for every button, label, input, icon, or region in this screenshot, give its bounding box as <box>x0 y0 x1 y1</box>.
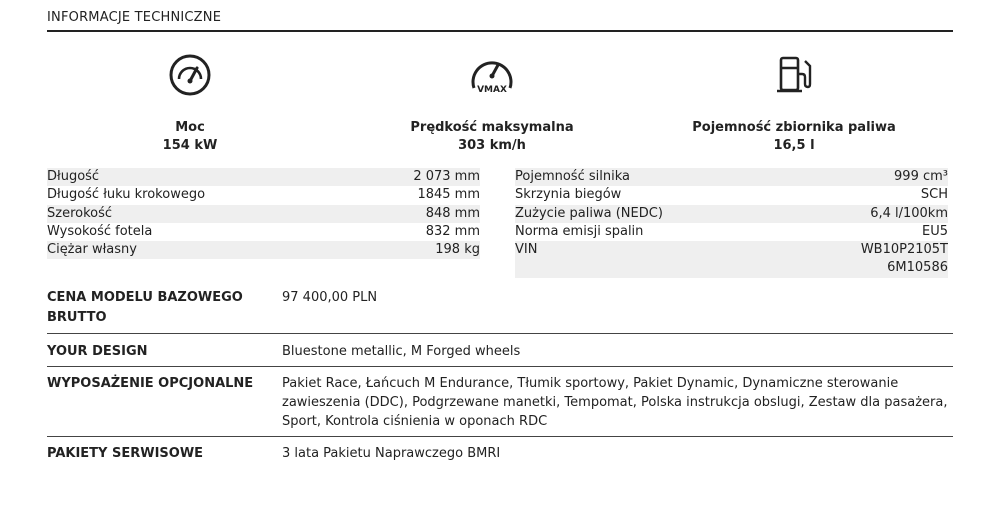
section-title: INFORMACJE TECHNICZNE <box>47 10 222 25</box>
spec-value: 2 073 mm <box>413 169 480 184</box>
speedometer-icon <box>40 52 340 98</box>
info-row-base-price <box>47 288 953 328</box>
kpi-value: 154 kW <box>162 138 218 153</box>
info-row-optional-equipment <box>47 374 953 431</box>
spec-row-vin <box>515 241 948 278</box>
spec-label: Ciężar własny <box>47 242 137 258</box>
spec-label: Wysokość fotela <box>47 223 153 239</box>
specs-right-table <box>515 168 948 278</box>
specs-left-table <box>47 168 480 259</box>
spec-label: Długość <box>47 169 100 184</box>
spec-row <box>47 186 480 204</box>
kpi-fuel-tank <box>644 52 944 153</box>
spec-value-vin: WB10P2105T6M10586 <box>860 242 948 276</box>
kpi-label: Pojemność zbiornika paliwa <box>692 120 896 135</box>
kpi-label: Moc <box>175 120 205 135</box>
spec-value: EU5 <box>922 223 948 239</box>
spec-label: Norma emisji spalin <box>515 223 644 239</box>
spec-label: Skrzynia biegów <box>515 187 622 203</box>
spec-row <box>47 168 480 186</box>
spec-value: 832 mm <box>425 223 480 239</box>
info-label: WYPOSAŻENIE OPCJONALNE <box>47 376 254 391</box>
info-row-your-design <box>47 342 953 362</box>
row-divider <box>47 333 953 334</box>
spec-value: 198 kg <box>435 242 480 258</box>
spec-row <box>515 186 948 204</box>
fuel-pump-icon <box>644 52 944 98</box>
spec-row <box>515 205 948 223</box>
info-value: Pakiet Race, Łańcuch M Endurance, Tłumik sportowy, Pakiet Dynamic, Dynamiczne sterowanie zawieszenia (DDC), Podgrzewane manetki, Tempomat, Polska instrukcja obslugi, Zestaw dla pasażera, Sport, Kontrola ciśnienia w oponach RDC <box>282 376 948 429</box>
spec-label: Długość łuku krokowego <box>47 187 206 203</box>
info-row-service-packages <box>47 444 953 464</box>
spec-value: 1845 mm <box>417 187 480 203</box>
spec-value: 6,4 l/100km <box>870 205 948 221</box>
kpi-value: 303 km/h <box>458 138 526 153</box>
spec-row <box>515 168 948 186</box>
spec-label: Zużycie paliwa (NEDC) <box>515 205 663 221</box>
vmax-label: VMAX <box>477 85 507 95</box>
info-value: 97 400,00 PLN <box>282 290 378 305</box>
section-divider <box>47 30 953 32</box>
row-divider <box>47 436 953 437</box>
spec-row <box>47 223 480 241</box>
info-label: PAKIETY SERWISOWE <box>47 446 204 461</box>
kpi-power <box>40 52 340 153</box>
info-label: CENA MODELU BAZOWEGO BRUTTO <box>47 290 243 325</box>
spec-label: Pojemność silnika <box>515 169 630 184</box>
vmax-gauge-icon <box>342 52 642 98</box>
info-value: Bluestone metallic, M Forged wheels <box>282 344 521 359</box>
kpi-top-speed <box>342 52 642 153</box>
kpi-label: Prędkość maksymalna <box>410 120 574 135</box>
info-label: YOUR DESIGN <box>47 344 148 359</box>
spec-value: SCH <box>920 187 948 203</box>
spec-value: 848 mm <box>425 205 480 221</box>
spec-row <box>47 205 480 223</box>
spec-label: VIN <box>515 242 538 258</box>
info-value: 3 lata Pakietu Naprawczego BMRI <box>282 446 501 461</box>
spec-value: 999 cm³ <box>894 169 948 184</box>
spec-row <box>515 223 948 241</box>
kpi-value: 16,5 l <box>773 138 815 153</box>
spec-row <box>47 241 480 259</box>
spec-label: Szerokość <box>47 205 113 221</box>
row-divider <box>47 366 953 367</box>
